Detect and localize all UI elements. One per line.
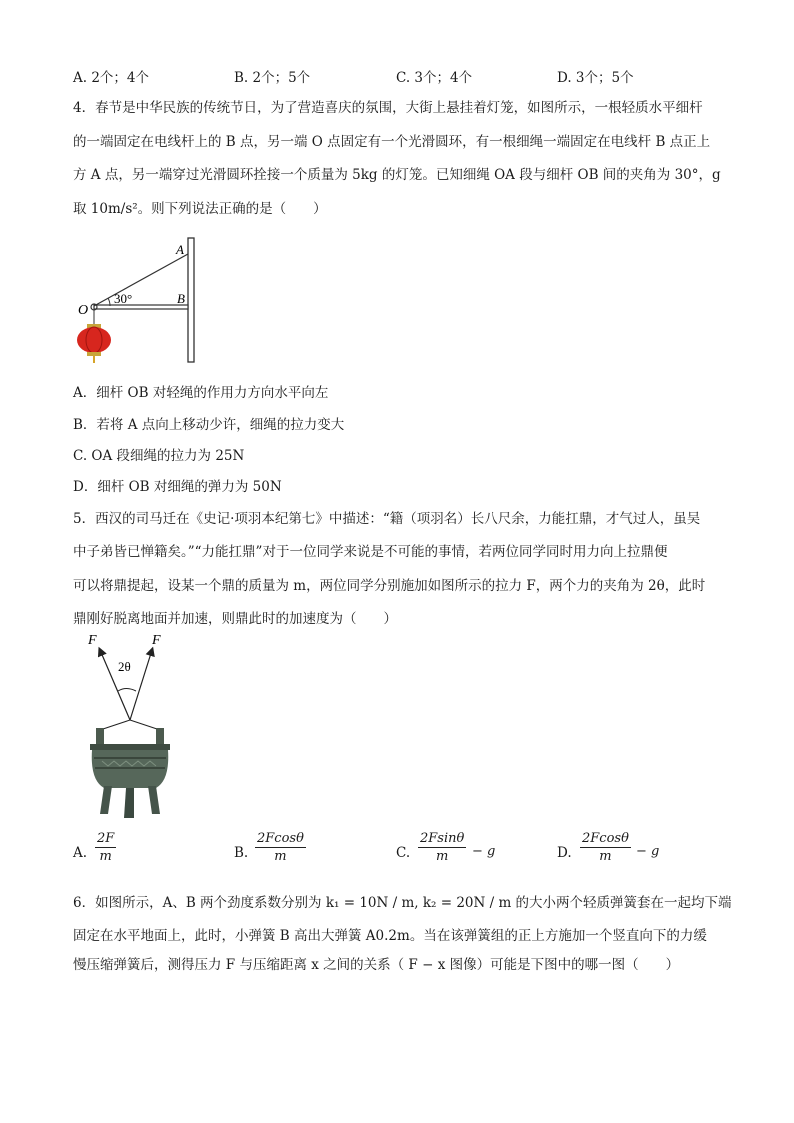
q4-figure <box>70 232 210 367</box>
q4-option-c: C. OA 段细绳的拉力为 25N <box>73 448 245 464</box>
label-o: O <box>78 303 89 318</box>
q6-line-2: 固定在水平地面上，此时，小弹簧 B 高出大弹簧 A0.2m。当在该弹簧组的正上方施加一个竖直向下的力缓 <box>73 928 707 944</box>
q5-option-c-num: 2Fsinθ <box>420 831 465 846</box>
q5-option-d-fraction <box>580 830 631 865</box>
q4-line-1: 4．春节是中华民族的传统节日，为了营造喜庆的氛围，大街上悬挂着灯笼，如图所示，一根轻质水平细杆 <box>73 100 703 116</box>
q4-option-b: B．若将 A 点向上移动少许，细绳的拉力变大 <box>73 417 345 433</box>
q5-option-a-num: 2F <box>97 831 115 846</box>
q5-line-1: 5．西汉的司马迁在《史记·项羽本纪第七》中描述：“籍（项羽名）长八尺余，力能扛鼎，才气过人，虽吴 <box>73 511 701 527</box>
q5-option-b-letter: B. <box>234 845 249 861</box>
q5-option-b-fraction <box>255 830 306 865</box>
q6-line-1: 6．如图所示，A、B 两个劲度系数分别为 k₁ = 10N / m, k₂ = 20N / m 的大小两个轻质弹簧套在一起均下端 <box>73 895 732 911</box>
ding-leg-left <box>100 786 112 814</box>
q5-option-c-tail: − g <box>472 844 496 859</box>
q4-option-a: A．细杆 OB 对轻绳的作用力方向水平向左 <box>73 385 329 401</box>
q3-option-b: B. 2个；5个 <box>234 70 311 86</box>
q5-line-3: 可以将鼎提起，设某一个鼎的质量为 m，两位同学分别施加如图所示的拉力 F，两个力的夹角为 2θ，此时 <box>73 578 706 594</box>
q4-line-4: 取 10m/s²。则下列说法正确的是（ ） <box>73 201 327 217</box>
ding-leg-right <box>148 786 160 814</box>
label-b: B <box>177 291 185 306</box>
rod-ob <box>94 305 188 309</box>
pole <box>188 238 194 362</box>
q4-line-3: 方 A 点，另一端穿过光滑圆环拴接一个质量为 5kg 的灯笼。已知细绳 OA 段与细杆 OB 间的夹角为 30°，g <box>73 167 721 183</box>
label-force-left: F <box>88 633 97 648</box>
q5-option-b-num: 2Fcosθ <box>257 831 304 846</box>
q5-option-c-den: m <box>436 849 449 864</box>
q5-option-b-den: m <box>274 849 287 864</box>
q3-option-c: C. 3个；4个 <box>396 70 473 86</box>
ding-handle-left <box>96 728 104 746</box>
label-angle: 30° <box>114 291 133 306</box>
q5-option-d-num: 2Fcosθ <box>582 831 629 846</box>
q5-option-c-letter: C. <box>396 845 411 861</box>
string-right <box>130 720 160 730</box>
force-right-arrow <box>130 650 152 720</box>
q5-option-c-fraction <box>418 830 466 865</box>
q5-option-d-tail: − g <box>636 844 660 859</box>
q4-line-2: 的一端固定在电线杆上的 B 点，另一端 O 点固定有一个光滑圆环，有一根细绳一端固定在电线杆 B 点正上 <box>73 134 711 150</box>
q5-line-4: 鼎刚好脱离地面并加速，则鼎此时的加速度为（ ） <box>73 611 397 627</box>
label-angle: 2θ <box>118 659 131 674</box>
ding-leg-middle <box>124 788 134 818</box>
string-left <box>100 720 130 730</box>
label-force-right: F <box>152 633 161 648</box>
lantern-icon <box>77 327 111 353</box>
q3-option-d: D. 3个；5个 <box>557 70 634 86</box>
ding-rim <box>90 744 170 750</box>
q3-option-a: A. 2个；4个 <box>73 70 150 86</box>
lantern-bottom-cap <box>87 352 101 356</box>
q5-option-a-fraction <box>95 830 116 865</box>
q5-option-a-letter: A. <box>73 845 88 861</box>
q4-option-d: D．细杆 OB 对细绳的弹力为 50N <box>73 479 282 495</box>
q6-line-3: 慢压缩弹簧后，测得压力 F 与压缩距离 x 之间的关系（ F − x 图像）可能是下图中的哪一图（ ） <box>73 957 680 973</box>
q5-option-d-letter: D. <box>557 845 572 861</box>
q5-option-d-den: m <box>599 849 612 864</box>
q5-figure <box>80 628 190 823</box>
q5-option-a-den: m <box>99 849 112 864</box>
angle-arc <box>118 689 136 692</box>
ding-handle-right <box>156 728 164 746</box>
q5-line-2: 中子弟皆已惮籍矣。”“力能扛鼎”对于一位同学来说是不可能的事情，若两位同学同时用力向上拉鼎便 <box>73 544 668 560</box>
label-a: A <box>176 242 184 257</box>
